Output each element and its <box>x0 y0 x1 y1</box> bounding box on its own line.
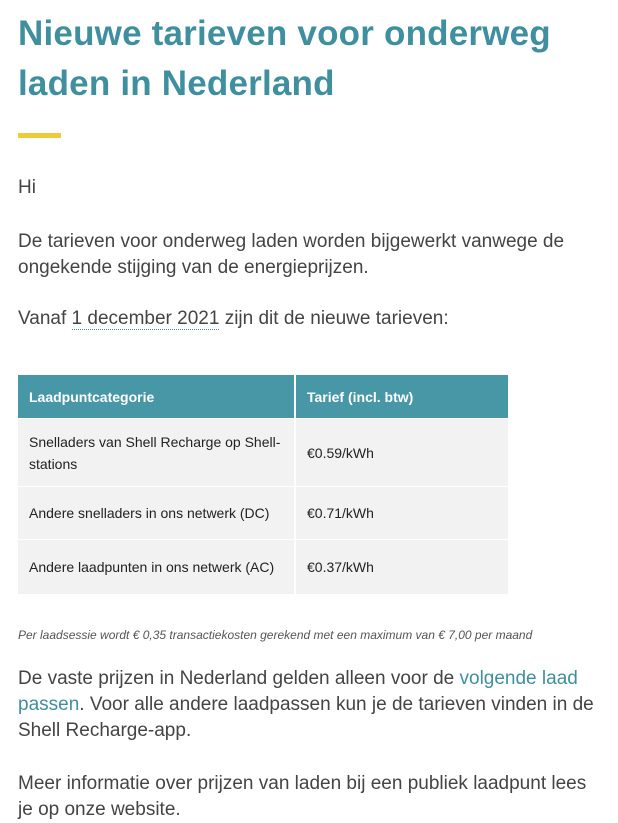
charge-cards-link[interactable]: volgende laad passen <box>18 668 578 715</box>
date-prefix: Vanaf <box>18 308 72 329</box>
category-cell: Snelladers van Shell Recharge op Shell-stations <box>18 419 295 487</box>
column-header-category: Laadpuntcategorie <box>18 375 295 419</box>
greeting-text: Hi <box>18 177 36 198</box>
more-info-paragraph: Meer informatie over prijzen van laden bij een publiek laadpunt lees je op onze website. <box>18 773 587 820</box>
price-cell: €0.37/kWh <box>295 540 508 595</box>
table-row <box>18 419 508 487</box>
price-cell: €0.59/kWh <box>295 419 508 487</box>
table-header-row <box>18 375 508 419</box>
effective-date: 1 december 2021 <box>71 308 220 329</box>
effective-date-line <box>18 306 602 332</box>
price-cell: €0.71/kWh <box>295 487 508 540</box>
fixed-prices-suffix: . Voor alle andere laadpassen kun je de tarieven vinden in de Shell Recharge-app. <box>18 694 594 741</box>
page-title: Nieuwe tarieven voor onderweg laden in Nederland <box>18 14 551 103</box>
date-suffix: zijn dit de nieuwe tarieven: <box>219 308 449 329</box>
accent-divider <box>18 133 61 138</box>
fixed-prices-prefix: De vaste prijzen in Nederland gelden alleen voor de <box>18 668 460 689</box>
email-content <box>18 0 602 823</box>
transaction-fee-note: Per laadsessie wordt € 0,35 transactiekosten gerekend met een maximum van € 7,00 per maand <box>18 628 533 642</box>
intro-paragraph: De tarieven voor onderweg laden worden bijgewerkt vanwege de ongekende stijging van de energieprijzen. <box>18 231 565 278</box>
category-cell: Andere snelladers in ons netwerk (DC) <box>18 487 295 540</box>
table-row <box>18 540 508 595</box>
tariff-table <box>18 375 508 594</box>
fixed-prices-paragraph <box>18 666 602 744</box>
table-row <box>18 487 508 540</box>
category-cell: Andere laadpunten in ons netwerk (AC) <box>18 540 295 595</box>
column-header-price: Tarief (incl. btw) <box>295 375 508 419</box>
